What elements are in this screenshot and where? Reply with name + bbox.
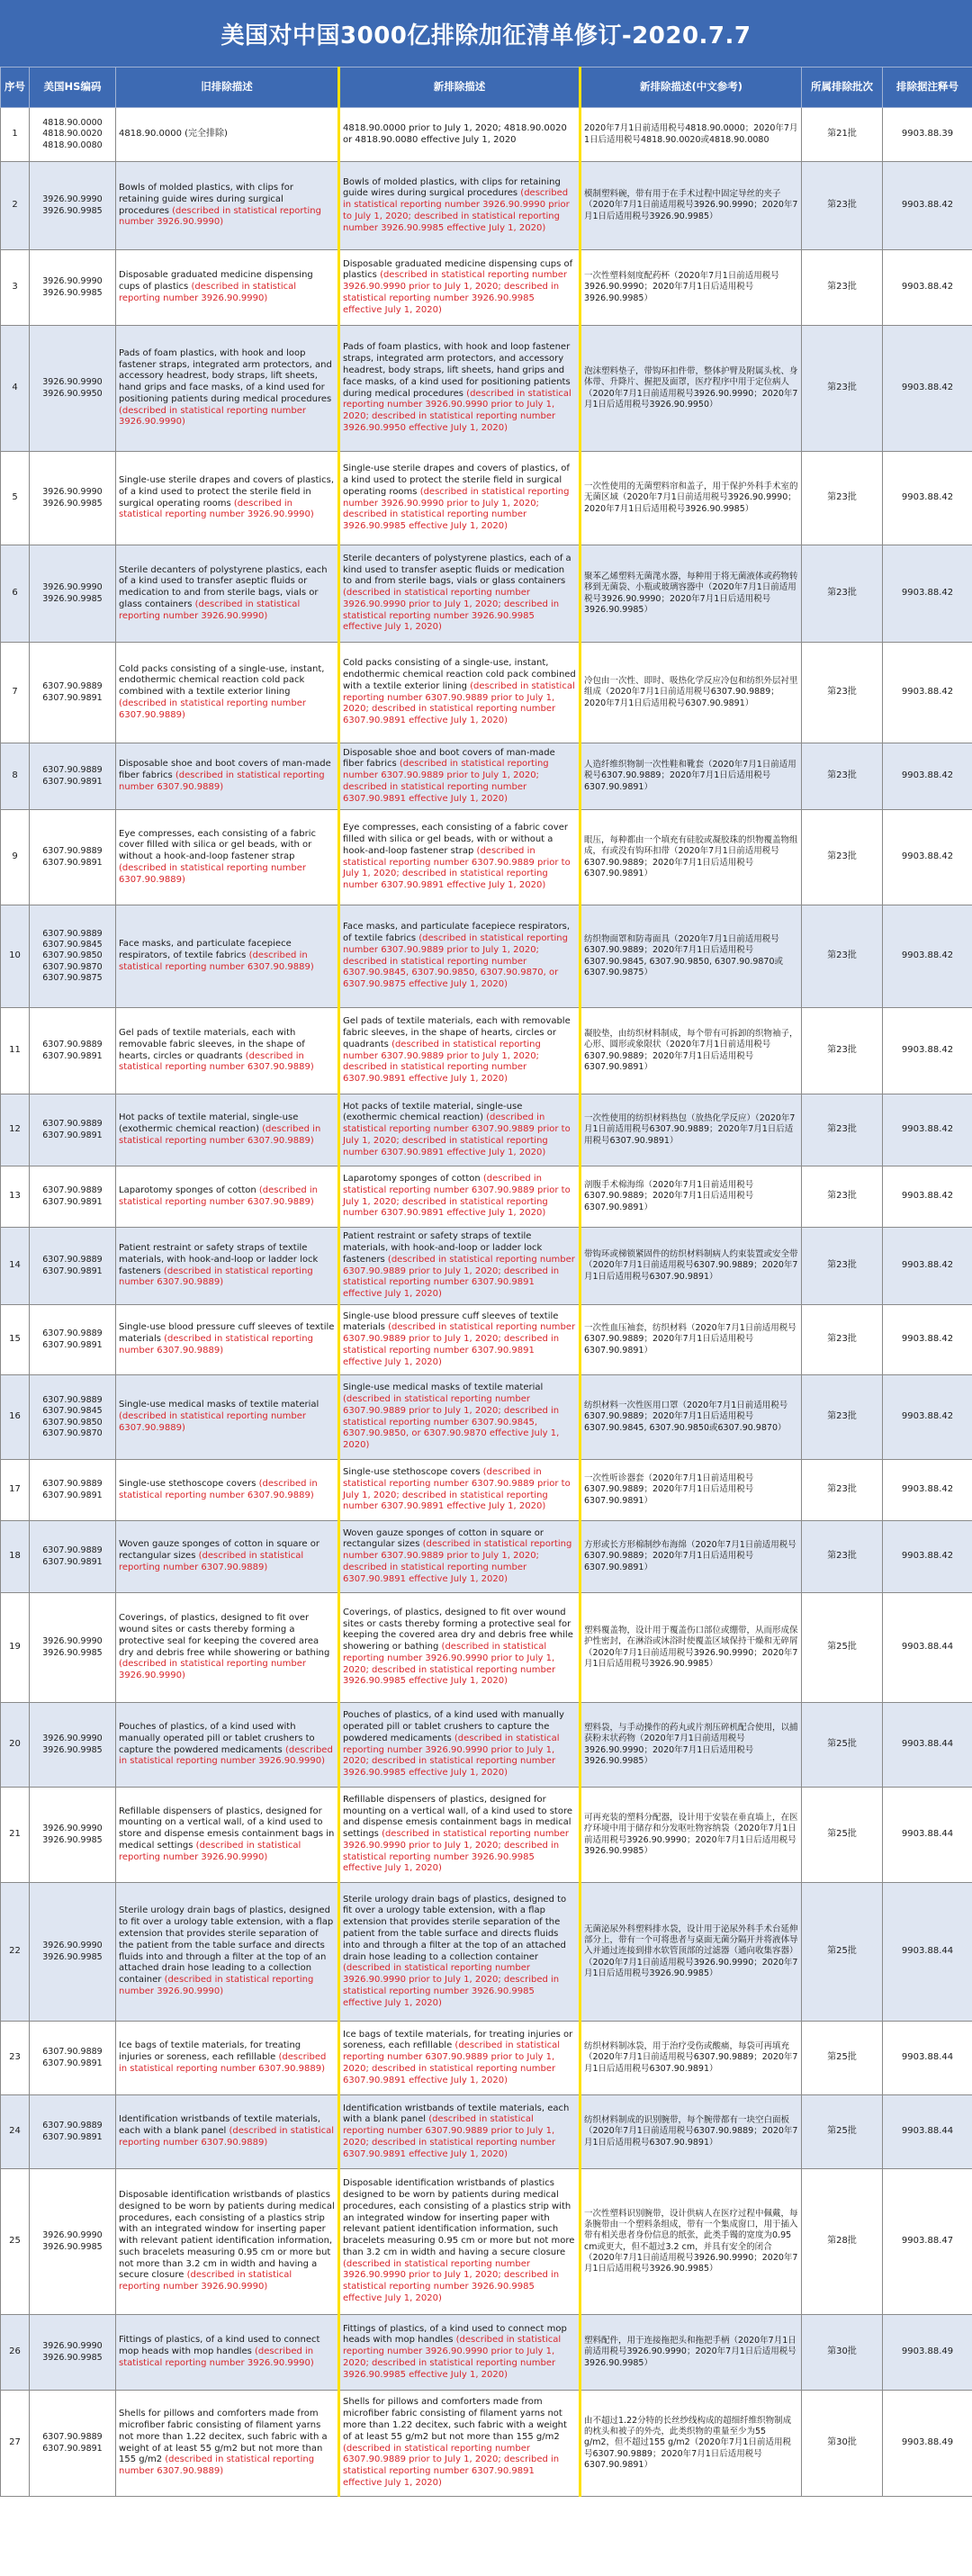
- cell-chinese-description: 剖腹手术棉海绵（2020年7月1日前适用税号6307.90.9889；2020年7月1日后适用税号6307.90.9891）: [580, 1166, 802, 1228]
- cell-chapter99-number: 9903.88.42: [883, 643, 972, 743]
- cell-serial: 17: [1, 1460, 30, 1521]
- cell-batch: 第23批: [802, 1228, 883, 1305]
- cell-hs-code: 3926.90.9990 3926.90.9985: [30, 1703, 116, 1788]
- cell-serial: 15: [1, 1305, 30, 1375]
- cell-chinese-description: 一次性听诊器套（2020年7月1日前适用税号6307.90.9889；2020年7月1日后适用税号6307.90.9891）: [580, 1460, 802, 1521]
- cell-serial: 25: [1, 2169, 30, 2315]
- cell-batch: 第23批: [802, 545, 883, 643]
- table-row: [1, 545, 972, 643]
- table-header-row: [1, 68, 972, 108]
- cell-chapter99-number: 9903.88.44: [883, 2022, 972, 2095]
- cell-batch: 第25批: [802, 1883, 883, 2022]
- cell-batch: 第23批: [802, 452, 883, 545]
- table-row: [1, 2315, 972, 2391]
- cell-hs-code: 6307.90.9889 6307.90.9891: [30, 2391, 116, 2497]
- cell-batch: 第23批: [802, 250, 883, 326]
- cell-hs-code: 6307.90.9889 6307.90.9891: [30, 1305, 116, 1375]
- cell-chapter99-number: 9903.88.44: [883, 1788, 972, 1883]
- cell-batch: 第25批: [802, 2022, 883, 2095]
- cell-batch: 第23批: [802, 1008, 883, 1094]
- cell-old-description: Sterile urology drain bags of plastics, designed to fit over a urology table extension, with a flap extension that provides sterile separation of the patient from the table surface and directs fluids into and through a filter at the top of an attached drain hose leading to a collection container (described in statistical reporting number 3926.90.9990): [116, 1883, 339, 2022]
- cell-chapter99-number: 9903.88.42: [883, 545, 972, 643]
- cell-old-description: Bowls of molded plastics, with clips for retaining guide wires during surgical procedures (described in statistical reporting number 3926.90.9990): [116, 162, 339, 250]
- cell-hs-code: 6307.90.9889 6307.90.9891: [30, 1094, 116, 1166]
- cell-chapter99-number: 9903.88.42: [883, 1008, 972, 1094]
- cell-serial: 24: [1, 2095, 30, 2169]
- cell-serial: 27: [1, 2391, 30, 2497]
- cell-chinese-description: 带钩环或梯锁紧固件的纺织材料制病人约束装置或安全带（2020年7月1日前适用税号6307.90.9889；2020年7月1日后适用税号6307.90.9891）: [580, 1228, 802, 1305]
- cell-old-description: Disposable graduated medicine dispensing cups of plastics (described in statistical reporting number 3926.90.9990): [116, 250, 339, 326]
- cell-hs-code: 6307.90.9889 6307.90.9891: [30, 2022, 116, 2095]
- cell-hs-code: 6307.90.9889 6307.90.9891: [30, 643, 116, 743]
- cell-chinese-description: 塑料配件，用于连接拖把头和拖把手柄（2020年7月1日前适用税号3926.90.9990；2020年7月1日后适用税号3926.90.9985）: [580, 2315, 802, 2391]
- table-row: [1, 1228, 972, 1305]
- cell-serial: 22: [1, 1883, 30, 2022]
- cell-old-description: Woven gauze sponges of cotton in square or rectangular sizes (described in statistical reporting number 6307.90.9889): [116, 1521, 339, 1593]
- cell-old-description: Gel pads of textile materials, each with removable fabric sleeves, in the shape of hearts, circles or quadrants (described in statistical reporting number 6307.90.9889): [116, 1008, 339, 1094]
- cell-new-description: 4818.90.0000 prior to July 1, 2020; 4818.90.0020 or 4818.90.0080 effective July 1, 2020: [339, 108, 580, 162]
- cell-chapter99-number: 9903.88.49: [883, 2391, 972, 2497]
- cell-chinese-description: 纺织材料制冰袋，用于治疗受伤或酸痛，每袋可再填充（2020年7月1日前适用税号6307.90.9889；2020年7月1日后适用税号6307.90.9891）: [580, 2022, 802, 2095]
- cell-old-description: Disposable identification wristbands of plastics designed to be worn by patients during medical procedures, each consisting of a plastics strip with an integrated window for inserting paper with relevant patient identification information, such bracelets measuring 0.95 cm or more but not more than 3.2 cm in width and having a secure closure (described in statistical reporting number 3926.90.9990): [116, 2169, 339, 2315]
- cell-new-description: Identification wristbands of textile materials, each with a blank panel (described in statistical reporting number 6307.90.9889 prior to July 1, 2020; described in statistical reporting number 6307.90.9891 effective July 1, 2020): [339, 2095, 580, 2169]
- cell-old-description: Sterile decanters of polystyrene plastics, each of a kind used to transfer aseptic fluids or medication to and from sterile bags, vials or glass containers (described in statistical reporting number 3926.90.9990): [116, 545, 339, 643]
- cell-new-description: Laparotomy sponges of cotton (described in statistical reporting number 6307.90.9889 prior to July 1, 2020; described in statistical reporting number 6307.90.9891 effective July 1, 2020): [339, 1166, 580, 1228]
- cell-hs-code: 6307.90.9889 6307.90.9891: [30, 810, 116, 905]
- header-batch: 所属排除批次: [802, 68, 883, 108]
- cell-old-description: Disposable shoe and boot covers of man-made fiber fabrics (described in statistical reporting number 6307.90.9889): [116, 743, 339, 810]
- cell-batch: 第25批: [802, 2095, 883, 2169]
- table-row: [1, 1305, 972, 1375]
- cell-new-description: Bowls of molded plastics, with clips for retaining guide wires during surgical procedures (described in statistical reporting number 3926.90.9990 prior to July 1, 2020; described in statistical reporting number 3926.90.9985 effective July 1, 2020): [339, 162, 580, 250]
- cell-new-description: Single-use stethoscope covers (described in statistical reporting number 6307.90.9889 prior to July 1, 2020; described in statistical reporting number 6307.90.9891 effective July 1, 2020): [339, 1460, 580, 1521]
- cell-hs-code: 6307.90.9889 6307.90.9891: [30, 1008, 116, 1094]
- cell-chinese-description: 一次性塑料刻度配药杯（2020年7月1日前适用税号3926.90.9990；2020年7月1日后适用税号3926.90.9985）: [580, 250, 802, 326]
- table-row: [1, 1883, 972, 2022]
- table-row: [1, 452, 972, 545]
- cell-batch: 第23批: [802, 326, 883, 452]
- cell-chapter99-number: 9903.88.42: [883, 250, 972, 326]
- cell-new-description: Disposable identification wristbands of plastics designed to be worn by patients during medical procedures, each consisting of a plastics strip with an integrated window for inserting paper with relevant patient identification information, such bracelets measuring 0.95 cm or more but not more than 3.2 cm in width and having a secure closure (described in statistical reporting number 3926.90.9990 prior to July 1, 2020; described in statistical reporting number 3926.90.9985 effective July 1, 2020): [339, 2169, 580, 2315]
- cell-new-description: Sterile urology drain bags of plastics, designed to fit over a urology table extension, with a flap extension that provides sterile separation of the patient from the table surface and directs fluids into and through a filter at the top of an attached drain hose leading to a collection container (described in statistical reporting number 3926.90.9990 prior to July 1, 2020; described in statistical reporting number 3926.90.9985 effective July 1, 2020): [339, 1883, 580, 2022]
- cell-serial: 6: [1, 545, 30, 643]
- cell-serial: 26: [1, 2315, 30, 2391]
- cell-chapter99-number: 9903.88.42: [883, 905, 972, 1008]
- table-row: [1, 1094, 972, 1166]
- cell-chapter99-number: 9903.88.42: [883, 1305, 972, 1375]
- cell-new-description: Coverings, of plastics, designed to fit over wound sites or casts thereby forming a protective seal for keeping the covered area dry and debris free while showering or bathing (described in statistical reporting number 3926.90.9990 prior to July 1, 2020; described in statistical reporting number 3926.90.9985 effective July 1, 2020): [339, 1593, 580, 1703]
- table-row: [1, 1521, 972, 1593]
- cell-hs-code: 6307.90.9889 6307.90.9891: [30, 1521, 116, 1593]
- cell-hs-code: 6307.90.9889 6307.90.9891: [30, 1228, 116, 1305]
- cell-old-description: Pouches of plastics, of a kind used with manually operated pill or tablet crushers to capture the powdered medicaments (described in statistical reporting number 3926.90.9990): [116, 1703, 339, 1788]
- cell-old-description: Refillable dispensers of plastics, designed for mounting on a vertical wall, of a kind used to store and dispense emesis containment bags in medical settings (described in statistical reporting number 3926.90.9990): [116, 1788, 339, 1883]
- cell-old-description: Pads of foam plastics, with hook and loop fastener straps, integrated arm protectors, and accessory headrest, body straps, lift sheets, hand grips and face masks, of a kind used for positioning patients during medical procedures (described in statistical reporting number 3926.90.9990): [116, 326, 339, 452]
- cell-chapter99-number: 9903.88.39: [883, 108, 972, 162]
- cell-serial: 19: [1, 1593, 30, 1703]
- table-row: [1, 250, 972, 326]
- cell-serial: 10: [1, 905, 30, 1008]
- cell-chinese-description: 冷包由一次性、即时、吸热化学反应冷包和纺织外层衬里组成（2020年7月1日前适用税号6307.90.9889；2020年7月1日后适用税号6307.90.9891）: [580, 643, 802, 743]
- cell-hs-code: 6307.90.9889 6307.90.9891: [30, 743, 116, 810]
- cell-chapter99-number: 9903.88.44: [883, 1703, 972, 1788]
- cell-chinese-description: 塑料袋，与手动操作的药丸或片剂压碎机配合使用，以捕获粉末状药物（2020年7月1日前适用税号3926.90.9990；2020年7月1日后适用税号3926.90.9985）: [580, 1703, 802, 1788]
- cell-chinese-description: 人造纤维织物制一次性鞋和靴套（2020年7月1日前适用税号6307.90.9889；2020年7月1日后适用税号6307.90.9891）: [580, 743, 802, 810]
- cell-batch: 第21批: [802, 108, 883, 162]
- cell-serial: 16: [1, 1375, 30, 1460]
- cell-old-description: Face masks, and particulate facepiece respirators, of textile fabrics (described in statistical reporting number 6307.90.9889): [116, 905, 339, 1008]
- cell-serial: 14: [1, 1228, 30, 1305]
- cell-new-description: Shells for pillows and comforters made from microfiber fabric consisting of filament yarns not more than 1.22 decitex, such fabric with a weight of at least 55 g/m2 but not more than 155 g/m2 (described in statistical reporting number 6307.90.9889 prior to July 1, 2020; described in statistical reporting number 6307.90.9891 effective July 1, 2020): [339, 2391, 580, 2497]
- table-body: [1, 108, 972, 2497]
- cell-serial: 23: [1, 2022, 30, 2095]
- cell-hs-code: 3926.90.9990 3926.90.9985: [30, 2315, 116, 2391]
- table-row: [1, 1166, 972, 1228]
- cell-chapter99-number: 9903.88.42: [883, 452, 972, 545]
- cell-hs-code: 6307.90.9889 6307.90.9891: [30, 2095, 116, 2169]
- cell-serial: 11: [1, 1008, 30, 1094]
- table-row: [1, 810, 972, 905]
- table-row: [1, 326, 972, 452]
- header-zh: 新排除描述(中文参考): [580, 68, 802, 108]
- cell-new-description: Refillable dispensers of plastics, designed for mounting on a vertical wall, of a kind used to store and dispense emesis containment bags in medical settings (described in statistical reporting number 3926.90.9990 prior to July 1, 2020; described in statistical reporting number 3926.90.9985 effective July 1, 2020): [339, 1788, 580, 1883]
- cell-chapter99-number: 9903.88.44: [883, 2095, 972, 2169]
- cell-hs-code: 3926.90.9990 3926.90.9985: [30, 1883, 116, 2022]
- cell-chinese-description: 纺织材料一次性医用口罩（2020年7月1日前适用税号6307.90.9889；2020年7月1日后适用税号6307.90.9845, 6307.90.9850或6307.90.9870）: [580, 1375, 802, 1460]
- table-row: [1, 1460, 972, 1521]
- cell-serial: 13: [1, 1166, 30, 1228]
- exclusion-table: [0, 67, 972, 2497]
- cell-old-description: Cold packs consisting of a single-use, instant, endothermic chemical reaction cold pack combined with a textile exterior lining (described in statistical reporting number 6307.90.9889): [116, 643, 339, 743]
- cell-serial: 7: [1, 643, 30, 743]
- cell-new-description: Single-use medical masks of textile material (described in statistical reporting number 6307.90.9889 prior to July 1, 2020; described in statistical reporting number 6307.90.9845, 6307.90.9850, or 6307.90.9870 effective July 1, 2020): [339, 1375, 580, 1460]
- cell-serial: 3: [1, 250, 30, 326]
- cell-hs-code: 3926.90.9990 3926.90.9985: [30, 2169, 116, 2315]
- cell-new-description: Cold packs consisting of a single-use, instant, endothermic chemical reaction cold pack combined with a textile exterior lining (described in statistical reporting number 6307.90.9889 prior to July 1, 2020; described in statistical reporting number 6307.90.9891 effective July 1, 2020): [339, 643, 580, 743]
- cell-new-description: Face masks, and particulate facepiece respirators, of textile fabrics (described in statistical reporting number 6307.90.9889 prior to July 1, 2020; described in statistical reporting number 6307.90.9845, 6307.90.9850, 6307.90.9870, or 6307.90.9875 effective July 1, 2020): [339, 905, 580, 1008]
- table-row: [1, 2169, 972, 2315]
- cell-old-description: Hot packs of textile material, single-use (exothermic chemical reaction) (described in statistical reporting number 6307.90.9889): [116, 1094, 339, 1166]
- cell-new-description: Fittings of plastics, of a kind used to connect mop heads with mop handles (described in statistical reporting number 3926.90.9990 prior to July 1, 2020; described in statistical reporting number 3926.90.9985 effective July 1, 2020): [339, 2315, 580, 2391]
- cell-old-description: Fittings of plastics, of a kind used to connect mop heads with mop handles (described in statistical reporting number 3926.90.9990): [116, 2315, 339, 2391]
- cell-chinese-description: 无菌泌尿外科塑料排水袋，设计用于泌尿外科手术台延伸部分上，带有一个可将患者与桌面无菌分隔开并将液体导入并通过连接到排水软管顶部的过滤器（通向收集容器）（2020年7月1日前适用税号3926.90.9990；2020年7月1日后适用税号3926.90.9985）: [580, 1883, 802, 2022]
- header-ch99: 排除据注释号: [883, 68, 972, 108]
- cell-new-description: Woven gauze sponges of cotton in square or rectangular sizes (described in statistical reporting number 6307.90.9889 prior to July 1, 2020; described in statistical reporting number 6307.90.9891 effective July 1, 2020): [339, 1521, 580, 1593]
- cell-batch: 第23批: [802, 743, 883, 810]
- cell-serial: 4: [1, 326, 30, 452]
- cell-chapter99-number: 9903.88.42: [883, 1521, 972, 1593]
- cell-new-description: Eye compresses, each consisting of a fabric cover filled with silica or gel beads, with or without a hook-and-loop fastener strap (described in statistical reporting number 6307.90.9889 prior to July 1, 2020; described in statistical reporting number 6307.90.9891 effective July 1, 2020): [339, 810, 580, 905]
- cell-hs-code: 6307.90.9889 6307.90.9891: [30, 1460, 116, 1521]
- cell-serial: 5: [1, 452, 30, 545]
- cell-new-description: Sterile decanters of polystyrene plastics, each of a kind used to transfer aseptic fluids or medication to and from sterile bags, vials or glass containers (described in statistical reporting number 3926.90.9990 prior to July 1, 2020; described in statistical reporting number 3926.90.9985 effective July 1, 2020): [339, 545, 580, 643]
- cell-chapter99-number: 9903.88.42: [883, 162, 972, 250]
- table-row: [1, 2022, 972, 2095]
- cell-old-description: Single-use medical masks of textile material (described in statistical reporting number 6307.90.9889): [116, 1375, 339, 1460]
- cell-chapter99-number: 9903.88.42: [883, 1460, 972, 1521]
- cell-serial: 2: [1, 162, 30, 250]
- cell-chapter99-number: 9903.88.42: [883, 326, 972, 452]
- cell-new-description: Gel pads of textile materials, each with removable fabric sleeves, in the shape of hearts, circles or quadrants (described in statistical reporting number 6307.90.9889 prior to July 1, 2020; described in statistical reporting number 6307.90.9891 effective July 1, 2020): [339, 1008, 580, 1094]
- cell-serial: 12: [1, 1094, 30, 1166]
- cell-new-description: Pouches of plastics, of a kind used with manually operated pill or tablet crushers to capture the powdered medicaments (described in statistical reporting number 3926.90.9990 prior to July 1, 2020; described in statistical reporting number 3926.90.9985 effective July 1, 2020): [339, 1703, 580, 1788]
- cell-new-description: Pads of foam plastics, with hook and loop fastener straps, integrated arm protectors, and accessory headrest, body straps, lift sheets, hand grips and face masks, of a kind used for positioning patients during medical procedures (described in statistical reporting number 3926.90.9990 prior to July 1, 2020; described in statistical reporting number 3926.90.9950 effective July 1, 2020): [339, 326, 580, 452]
- cell-chinese-description: 可再充装的塑料分配器，设计用于安装在垂直墙上，在医疗环境中用于储存和分发呕吐物容纳袋（2020年7月1日前适用税号3926.90.9990；2020年7月1日后适用税号3926.90.9985）: [580, 1788, 802, 1883]
- cell-new-description: Single-use sterile drapes and covers of plastics, of a kind used to protect the sterile field in surgical operating rooms (described in statistical reporting number 3926.90.9990 prior to July 1, 2020; described in statistical reporting number 3926.90.9985 effective July 1, 2020): [339, 452, 580, 545]
- cell-batch: 第30批: [802, 2391, 883, 2497]
- cell-old-description: Ice bags of textile materials, for treating injuries or soreness, each refillable (described in statistical reporting number 6307.90.9889): [116, 2022, 339, 2095]
- page-title: 美国对中国3000亿排除加征清单修订-2020.7.7: [0, 0, 972, 67]
- cell-hs-code: 4818.90.0000 4818.90.0020 4818.90.0080: [30, 108, 116, 162]
- table-row: [1, 1788, 972, 1883]
- cell-chapter99-number: 9903.88.49: [883, 2315, 972, 2391]
- cell-batch: 第25批: [802, 1593, 883, 1703]
- cell-serial: 18: [1, 1521, 30, 1593]
- cell-hs-code: 6307.90.9889 6307.90.9891: [30, 1166, 116, 1228]
- cell-chapter99-number: 9903.88.42: [883, 1375, 972, 1460]
- cell-old-description: 4818.90.0000 (完全排除): [116, 108, 339, 162]
- cell-old-description: Laparotomy sponges of cotton (described in statistical reporting number 6307.90.9889): [116, 1166, 339, 1228]
- cell-chinese-description: 纺织物面罩和防毒面具（2020年7月1日前适用税号6307.90.9889；2020年7月1日后适用税号6307.90.9845, 6307.90.9850, 6307.90.9870或6307.90.9875）: [580, 905, 802, 1008]
- cell-hs-code: 3926.90.9990 3926.90.9985: [30, 452, 116, 545]
- table-row: [1, 1008, 972, 1094]
- cell-chapter99-number: 9903.88.42: [883, 810, 972, 905]
- cell-old-description: Eye compresses, each consisting of a fabric cover filled with silica or gel beads, with or without a hook-and-loop fastener strap (described in statistical reporting number 6307.90.9889): [116, 810, 339, 905]
- cell-batch: 第23批: [802, 643, 883, 743]
- cell-batch: 第23批: [802, 1460, 883, 1521]
- cell-batch: 第23批: [802, 1375, 883, 1460]
- cell-chinese-description: 塑料覆盖物，设计用于覆盖伤口部位或绷带，从而形成保护性密封，在淋浴或沐浴时使覆盖区域保持干燥和无碎屑（2020年7月1日前适用税号3926.90.9990；2020年7月1日后适用税号3926.90.9985）: [580, 1593, 802, 1703]
- cell-chinese-description: 由不超过1.22分特的长丝纱线构成的超细纤维织物制成的枕头和被子的外壳，此类织物的重量至少为55 g/m2，但不超过155 g/m2（2020年7月1日前适用税号6307.90.9889；2020年7月1日后适用税号6307.90.9891）: [580, 2391, 802, 2497]
- table-row: [1, 1375, 972, 1460]
- cell-new-description: Ice bags of textile materials, for treating injuries or soreness, each refillable (described in statistical reporting number 6307.90.9889 prior to July 1, 2020; described in statistical reporting number 6307.90.9891 effective July 1, 2020): [339, 2022, 580, 2095]
- cell-chinese-description: 泡沫塑料垫子，带钩环扣件带，整体护臂及附属头枕、身体带、升降片、握把及面罩，医疗程序中用于定位病人（2020年7月1日前适用税号3926.90.9990；2020年7月1日后适用税号3926.90.9950）: [580, 326, 802, 452]
- table-row: [1, 643, 972, 743]
- cell-hs-code: 3926.90.9990 3926.90.9950: [30, 326, 116, 452]
- table-row: [1, 2095, 972, 2169]
- cell-chapter99-number: 9903.88.47: [883, 2169, 972, 2315]
- cell-old-description: Single-use blood pressure cuff sleeves of textile materials (described in statistical reporting number 6307.90.9889): [116, 1305, 339, 1375]
- cell-serial: 1: [1, 108, 30, 162]
- cell-chinese-description: 一次性塑料识别腕带，设计供病人在医疗过程中佩戴，每条腕带由一个塑料条组成，带有一个集成窗口，用于插入带有相关患者身份信息的纸张，此类手镯的宽度为0.95 cm或更大，但不超过3.2 cm，并具有安全的闭合（2020年7月1日前适用税号3926.90.9990；2020年7月1日后适用税号3926.90.9985）: [580, 2169, 802, 2315]
- cell-new-description: Patient restraint or safety straps of textile materials, with hook-and-loop or ladder lock fasteners (described in statistical reporting number 6307.90.9889 prior to July 1, 2020; described in statistical reporting number 6307.90.9891 effective July 1, 2020): [339, 1228, 580, 1305]
- cell-hs-code: 3926.90.9990 3926.90.9985: [30, 1593, 116, 1703]
- table-row: [1, 2391, 972, 2497]
- header-hs: 美国HS编码: [30, 68, 116, 108]
- table-row: [1, 905, 972, 1008]
- cell-chapter99-number: 9903.88.42: [883, 743, 972, 810]
- header-no: 序号: [1, 68, 30, 108]
- table-row: [1, 743, 972, 810]
- cell-serial: 8: [1, 743, 30, 810]
- cell-hs-code: 3926.90.9990 3926.90.9985: [30, 545, 116, 643]
- cell-batch: 第23批: [802, 905, 883, 1008]
- cell-chapter99-number: 9903.88.44: [883, 1593, 972, 1703]
- cell-new-description: Hot packs of textile material, single-use (exothermic chemical reaction) (described in statistical reporting number 6307.90.9889 prior to July 1, 2020; described in statistical reporting number 6307.90.9891 effective July 1, 2020): [339, 1094, 580, 1166]
- header-new: 新排除描述: [339, 68, 580, 108]
- cell-batch: 第28批: [802, 2169, 883, 2315]
- table-row: [1, 1593, 972, 1703]
- cell-chinese-description: 模制塑料碗，带有用于在手术过程中固定导丝的夹子（2020年7月1日前适用税号3926.90.9990；2020年7月1日后适用税号3926.90.9985）: [580, 162, 802, 250]
- cell-old-description: Coverings, of plastics, designed to fit over wound sites or casts thereby forming a protective seal for keeping the covered area dry and debris free while showering or bathing (described in statistical reporting number 3926.90.9990): [116, 1593, 339, 1703]
- cell-chinese-description: 2020年7月1日前适用税号4818.90.0000；2020年7月1日后适用税号4818.90.0020或4818.90.0080: [580, 108, 802, 162]
- cell-hs-code: 3926.90.9990 3926.90.9985: [30, 1788, 116, 1883]
- table-row: [1, 1703, 972, 1788]
- cell-serial: 21: [1, 1788, 30, 1883]
- table-row: [1, 108, 972, 162]
- cell-hs-code: 6307.90.9889 6307.90.9845 6307.90.9850 6307.90.9870: [30, 1375, 116, 1460]
- cell-chapter99-number: 9903.88.42: [883, 1166, 972, 1228]
- cell-chinese-description: 方形或长方形棉制纱布海绵（2020年7月1日前适用税号6307.90.9889；2020年7月1日后适用税号6307.90.9891）: [580, 1521, 802, 1593]
- cell-serial: 20: [1, 1703, 30, 1788]
- cell-batch: 第30批: [802, 2315, 883, 2391]
- cell-chinese-description: 聚苯乙烯塑料无菌滗水器，每种用于将无菌液体或药物转移到无菌袋、小瓶或玻璃容器中（2020年7月1日前适用税号3926.90.9990；2020年7月1日后适用税号3926.90.9985）: [580, 545, 802, 643]
- cell-batch: 第25批: [802, 1788, 883, 1883]
- cell-old-description: Single-use stethoscope covers (described in statistical reporting number 6307.90.9889): [116, 1460, 339, 1521]
- cell-new-description: Single-use blood pressure cuff sleeves of textile materials (described in statistical reporting number 6307.90.9889 prior to July 1, 2020; described in statistical reporting number 6307.90.9891 effective July 1, 2020): [339, 1305, 580, 1375]
- cell-chinese-description: 眼压，每种都由一个填充有硅胶或凝胶珠的织物覆盖物组成，有或没有钩环扣带（2020年7月1日前适用税号6307.90.9889；2020年7月1日后适用税号6307.90.9891）: [580, 810, 802, 905]
- cell-old-description: Patient restraint or safety straps of textile materials, with hook-and-loop or ladder lock fasteners (described in statistical reporting number 6307.90.9889): [116, 1228, 339, 1305]
- cell-chapter99-number: 9903.88.42: [883, 1228, 972, 1305]
- cell-serial: 9: [1, 810, 30, 905]
- cell-chinese-description: 一次性血压袖套，纺织材料（2020年7月1日前适用税号6307.90.9889；2020年7月1日后适用税号6307.90.9891）: [580, 1305, 802, 1375]
- cell-batch: 第23批: [802, 1166, 883, 1228]
- cell-batch: 第25批: [802, 1703, 883, 1788]
- cell-chinese-description: 一次性使用的纺织材料热包（放热化学反应）（2020年7月1日前适用税号6307.90.9889；2020年7月1日后适用税号6307.90.9891）: [580, 1094, 802, 1166]
- cell-chapter99-number: 9903.88.42: [883, 1094, 972, 1166]
- cell-hs-code: 3926.90.9990 3926.90.9985: [30, 250, 116, 326]
- cell-hs-code: 6307.90.9889 6307.90.9845 6307.90.9850 6307.90.9870 6307.90.9875: [30, 905, 116, 1008]
- cell-batch: 第23批: [802, 162, 883, 250]
- cell-new-description: Disposable graduated medicine dispensing cups of plastics (described in statistical reporting number 3926.90.9990 prior to July 1, 2020; described in statistical reporting number 3926.90.9985 effective July 1, 2020): [339, 250, 580, 326]
- cell-new-description: Disposable shoe and boot covers of man-made fiber fabrics (described in statistical reporting number 6307.90.9889 prior to July 1, 2020; described in statistical reporting number 6307.90.9891 effective July 1, 2020): [339, 743, 580, 810]
- cell-chinese-description: 一次性使用的无菌塑料帘和盖子，用于保护外科手术室的无菌区域（2020年7月1日前适用税号3926.90.9990；2020年7月1日后适用税号3926.90.9985）: [580, 452, 802, 545]
- cell-hs-code: 3926.90.9990 3926.90.9985: [30, 162, 116, 250]
- cell-batch: 第23批: [802, 1094, 883, 1166]
- table-row: [1, 162, 972, 250]
- cell-old-description: Shells for pillows and comforters made from microfiber fabric consisting of filament yarns not more than 1.22 decitex, such fabric with a weight of at least 55 g/m2 but not more than 155 g/m2 (described in statistical reporting number 6307.90.9889): [116, 2391, 339, 2497]
- cell-old-description: Identification wristbands of textile materials, each with a blank panel (described in statistical reporting number 6307.90.9889): [116, 2095, 339, 2169]
- cell-batch: 第23批: [802, 1521, 883, 1593]
- cell-chinese-description: 凝胶垫，由纺织材料制成，每个带有可拆卸的织物袖子，心形、圆形或象限状（2020年7月1日前适用税号6307.90.9889；2020年7月1日后适用税号6307.90.9891）: [580, 1008, 802, 1094]
- cell-old-description: Single-use sterile drapes and covers of plastics, of a kind used to protect the sterile field in surgical operating rooms (described in statistical reporting number 3926.90.9990): [116, 452, 339, 545]
- cell-chapter99-number: 9903.88.44: [883, 1883, 972, 2022]
- cell-batch: 第23批: [802, 1305, 883, 1375]
- cell-batch: 第23批: [802, 810, 883, 905]
- cell-chinese-description: 纺织材料制成的识别腕带，每个腕带都有一块空白面板（2020年7月1日前适用税号6307.90.9889；2020年7月1日后适用税号6307.90.9891）: [580, 2095, 802, 2169]
- header-old: 旧排除描述: [116, 68, 339, 108]
